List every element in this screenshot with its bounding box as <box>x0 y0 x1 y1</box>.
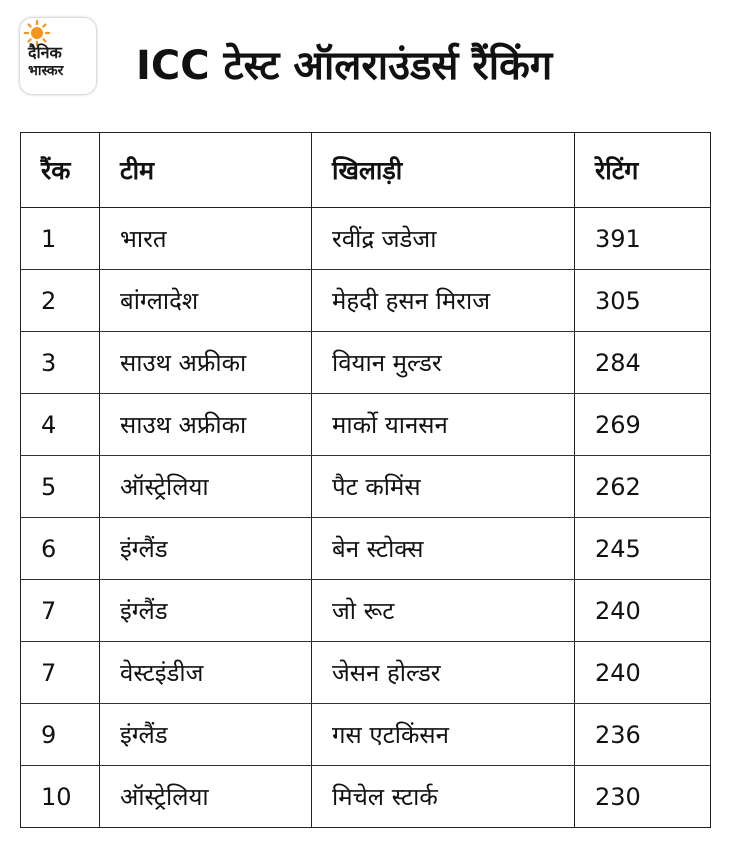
rank-cell: 4 <box>21 394 100 456</box>
rating-cell: 391 <box>575 208 711 270</box>
team-cell: ऑस्ट्रेलिया <box>100 456 312 518</box>
player-cell: मिचेल स्टार्क <box>312 766 575 828</box>
rank-cell: 6 <box>21 518 100 580</box>
table-row <box>21 704 711 766</box>
rating-cell: 305 <box>575 270 711 332</box>
table-row <box>21 642 711 704</box>
rank-cell: 3 <box>21 332 100 394</box>
table-header-row <box>21 133 711 208</box>
rank-cell: 7 <box>21 580 100 642</box>
rank-cell: 9 <box>21 704 100 766</box>
player-cell: जो रूट <box>312 580 575 642</box>
team-cell: साउथ अफ्रीका <box>100 332 312 394</box>
team-cell: बांग्लादेश <box>100 270 312 332</box>
rankings-table <box>20 132 711 828</box>
player-cell: बेन स्टोक्स <box>312 518 575 580</box>
player-cell: मार्को यानसन <box>312 394 575 456</box>
table-row <box>21 208 711 270</box>
player-cell: मेहदी हसन मिराज <box>312 270 575 332</box>
table-row <box>21 580 711 642</box>
page-title: ICC टेस्ट ऑलराउंडर्स रैंकिंग <box>136 43 553 89</box>
table-row <box>21 456 711 518</box>
rating-cell: 240 <box>575 580 711 642</box>
rating-cell: 245 <box>575 518 711 580</box>
team-cell: इंग्लैंड <box>100 704 312 766</box>
table-row <box>21 332 711 394</box>
rating-cell: 284 <box>575 332 711 394</box>
player-cell: पैट कमिंस <box>312 456 575 518</box>
team-cell: साउथ अफ्रीका <box>100 394 312 456</box>
rating-cell: 262 <box>575 456 711 518</box>
rating-cell: 269 <box>575 394 711 456</box>
table-row <box>21 766 711 828</box>
rank-cell: 2 <box>21 270 100 332</box>
rank-cell: 1 <box>21 208 100 270</box>
rank-cell: 7 <box>21 642 100 704</box>
header-team: टीम <box>100 133 312 208</box>
player-cell: गस एटकिंसन <box>312 704 575 766</box>
logo-line-2: भास्कर <box>28 63 64 79</box>
logo-line-1: दैनिक <box>28 43 62 62</box>
table-row <box>21 394 711 456</box>
player-cell: जेसन होल्डर <box>312 642 575 704</box>
logo-text <box>28 44 63 80</box>
table-row <box>21 270 711 332</box>
rating-cell: 230 <box>595 782 641 811</box>
dainik-bhaskar-logo <box>20 18 96 94</box>
team-cell: भारत <box>100 208 312 270</box>
team-cell: ऑस्ट्रेलिया <box>100 766 312 828</box>
player-cell: रवींद्र जडेजा <box>312 208 575 270</box>
header-rating: रेटिंग <box>575 133 711 208</box>
team-cell: इंग्लैंड <box>100 580 312 642</box>
rating-cell: 240 <box>575 642 711 704</box>
header-player: खिलाड़ी <box>312 133 575 208</box>
player-cell: वियान मुल्डर <box>312 332 575 394</box>
rating-cell: 236 <box>575 704 711 766</box>
rank-cell: 10 <box>21 766 100 828</box>
header-rank: रैंक <box>21 133 100 208</box>
rank-cell: 5 <box>21 456 100 518</box>
table-row <box>21 518 711 580</box>
team-cell: इंग्लैंड <box>100 518 312 580</box>
team-cell: वेस्टइंडीज <box>100 642 312 704</box>
